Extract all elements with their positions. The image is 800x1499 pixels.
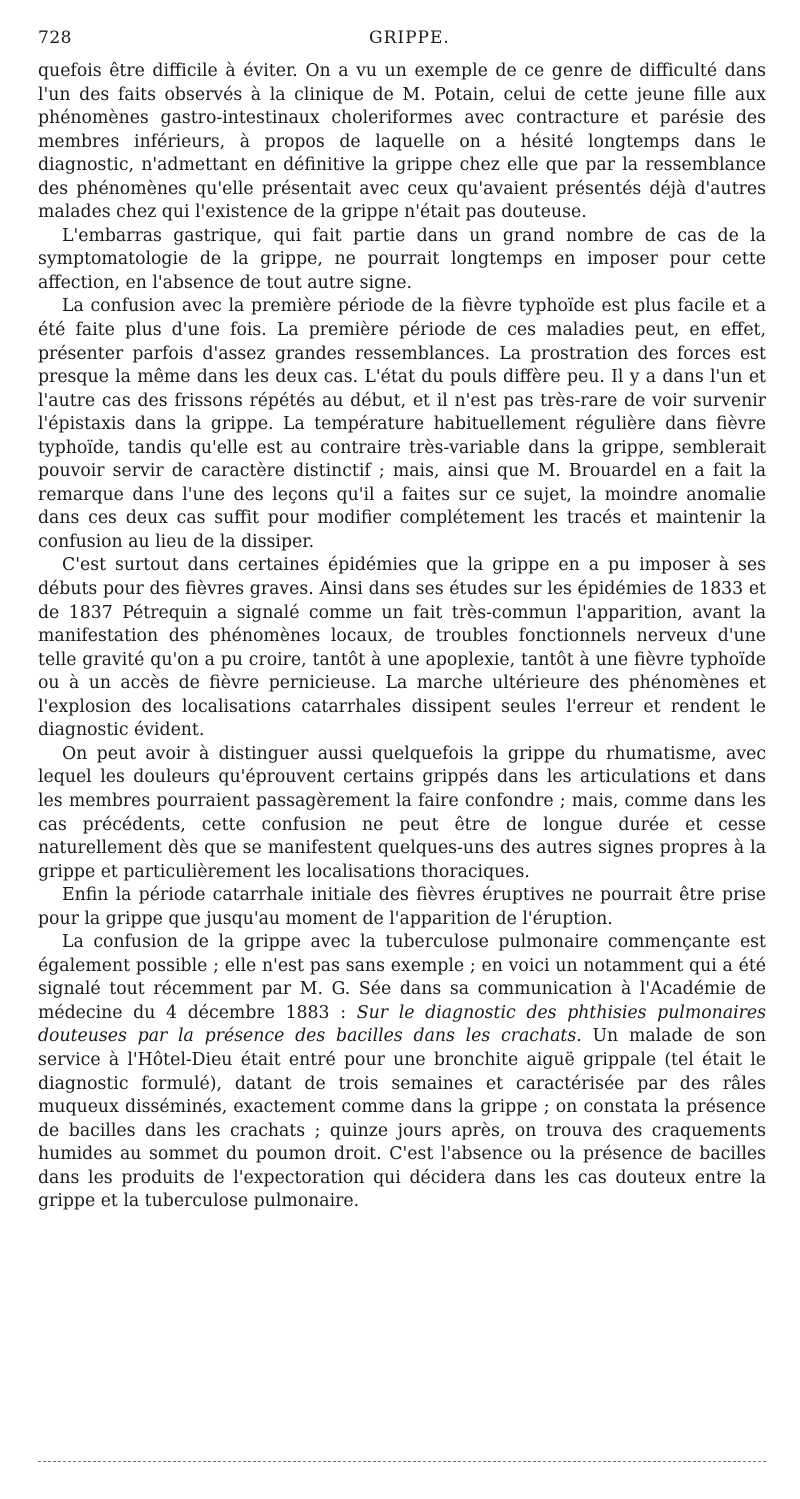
paragraph-7	[38, 931, 766, 1214]
article-title: Sur le diagnostic des phthisies pulmonaires douteuses par la présence des bacilles dans les crachats.	[38, 1002, 766, 1047]
paragraph-7-start: La confusion de la grippe avec la tuberculose pulmonaire commençante est également possible ; elle n'est pas sans exemple ; en voici un notamment qui a été signalé tout récemment par M. G. Sée dans sa communication à l'Académie de médecine du 4 décembre 1883 :	[38, 932, 766, 1023]
footer-divider	[38, 1461, 766, 1462]
paragraph-6: Enfin la période catarrhale initiale des fièvres éruptives ne pourrait être prise pour la grippe que jusqu'au moment de l'apparition de l'éruption.	[38, 885, 766, 929]
paragraph-2: L'embarras gastrique, qui fait partie dans un grand nombre de cas de la symptomatologie de la grippe, ne pourrait longtemps en imposer pour cette affection, en l'absence de tout autre signe.	[38, 225, 766, 293]
paragraph-4: C'est surtout dans certaines épidémies que la grippe en a pu imposer à ses débuts pour des fièvres graves. Ainsi dans ses études sur les épidémies de 1833 et de 1837 Pétrequin a signalé comme un fait très-commun l'apparition, avant la manifestation des phénomènes locaux, de troubles fonctionnels nerveux d'une telle gravité qu'on a pu croire, tantôt à une apoplexie, tantôt à une fièvre typhoïde ou à un accès de fièvre pernicieuse. La marche ultérieure des phénomènes et l'explosion des localisations catarrhales dissipent seules l'erreur et rendent le diagnostic évident.	[38, 555, 766, 741]
page-header	[38, 28, 766, 60]
paragraph-7-end: Un malade de son service à l'Hôtel-Dieu était entré pour une bronchite aiguë grippale (tel était le diagnostic formulé), datant de trois semaines et caractérisée par des râles muqueux disséminés, exactement comme dans la grippe ; on constata la présence de bacilles dans les crachats ; quinze jours après, on trouva des craquements humides au sommet du poumon droit. C'est l'absence ou la présence de bacilles dans les produits de l'expectoration qui décidera dans les cas douteux entre la grippe et la tuberculose pulmonaire.	[38, 1026, 767, 1212]
body-text	[38, 60, 766, 1214]
paragraph-3: La confusion avec la première période de la fièvre typhoïde est plus facile et a été faite plus d'une fois. La première période de ces maladies peut, en effet, présenter parfois d'assez grandes ressemblances. La prostration des forces est presque la même dans les deux cas. L'état du pouls diffère peu. Il y a dans l'un et l'autre cas des frissons répétés au début, et il n'est pas très-rare de voir survenir l'épistaxis dans la grippe. La température habituellement régulière dans fièvre typhoïde, tandis qu'elle est au contraire très-variable dans la grippe, semblerait pouvoir servir de caractère distinctif ; mais, ainsi que M. Brouardel en a fait la remarque dans l'une des leçons qu'il a faites sur ce sujet, la moindre anomalie dans ces deux cas suffit pour modifier complétement les tracés et maintenir la confusion au lieu de la dissiper.	[38, 296, 766, 552]
running-title: GRIPPE.	[369, 28, 450, 48]
paragraph-5: On peut avoir à distinguer aussi quelquefois la grippe du rhumatisme, avec lequel les douleurs qu'éprouvent certains grippés dans les articulations et dans les membres pourraient passagèrement la faire confondre ; mais, comme dans les cas précédents, cette confusion ne peut être de longue durée et cesse naturellement dès que se manifestent quelques-uns des autres signes propres à la grippe et particulièrement les localisations thoraciques.	[38, 743, 766, 882]
paragraph-1: quefois être difficile à éviter. On a vu un exemple de ce genre de difficulté dans l'un des faits observés à la clinique de M. Potain, celui de cette jeune fille aux phénomènes gastro-intestinaux choleriformes avec contracture et parésie des membres inférieurs, à propos de laquelle on a hésité longtemps dans le diagnostic, n'admettant en définitive la grippe chez elle que par la ressemblance des phénomènes qu'elle présentait avec ceux qu'avaient présentés déjà d'autres malades chez qui l'existence de la grippe n'était pas douteuse.	[38, 61, 766, 223]
book-page	[38, 28, 766, 1214]
page-number: 728	[38, 28, 72, 48]
